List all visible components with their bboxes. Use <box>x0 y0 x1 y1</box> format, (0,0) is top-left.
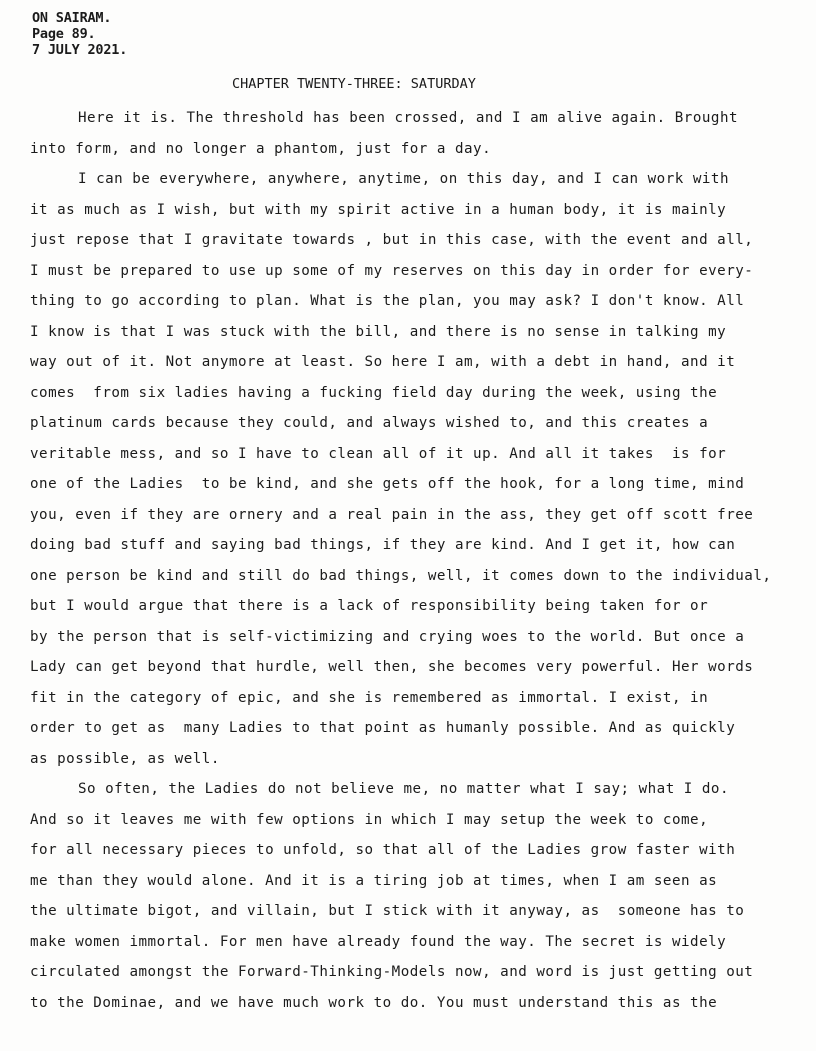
text-line: you, even if they are ornery and a real pain in the ass, they get off scott free <box>30 506 754 523</box>
paragraph <box>30 779 816 1023</box>
text-line: me than they would alone. And it is a tiring job at times, when I am seen as <box>30 872 718 889</box>
text-line: And so it leaves me with few options in which I may setup the week to come, <box>30 811 709 828</box>
text-line: fit in the category of epic, and she is remembered as immortal. I exist, in <box>30 689 709 706</box>
page-header <box>32 10 127 58</box>
text-line: Lady can get beyond that hurdle, well then, she becomes very powerful. Her words <box>30 659 754 675</box>
page-date: 7 JULY 2021. <box>32 42 128 58</box>
text-line: way out of it. Not anymore at least. So here I am, with a debt in hand, and it <box>30 354 736 370</box>
text-line: I know is that I was stuck with the bill, and there is no sense in talking my <box>30 323 727 340</box>
text-line: thing to go according to plan. What is the plan, you may ask? I don't know. All <box>30 293 745 309</box>
chapter-title: CHAPTER TWENTY-THREE: SATURDAY <box>232 76 476 92</box>
text-line: for all necessary pieces to unfold, so that all of the Ladies grow faster with <box>30 842 736 858</box>
body-text <box>30 108 816 1023</box>
paragraph <box>30 108 816 169</box>
text-line: to the Dominae, and we have much work to do. You must understand this as the <box>30 994 718 1011</box>
page-number: Page 89. <box>32 26 96 42</box>
text-line: I can be everywhere, anywhere, anytime, on this day, and I can work with <box>78 171 729 187</box>
text-line: Here it is. The threshold has been crossed, and I am alive again. Brought <box>78 110 739 126</box>
text-line: circulated amongst the Forward-Thinking-Models now, and word is just getting out <box>30 964 754 980</box>
text-line: make women immortal. For men have already found the way. The secret is widely <box>30 933 727 950</box>
text-line: the ultimate bigot, and villain, but I stick with it anyway, as someone has to <box>30 903 745 919</box>
text-line: one person be kind and still do bad things, well, it comes down to the individual, <box>30 567 772 584</box>
text-line: comes from six ladies having a fucking field day during the week, using the <box>30 384 718 401</box>
text-line: one of the Ladies to be kind, and she gets off the hook, for a long time, mind <box>30 476 745 492</box>
text-line: I must be prepared to use up some of my reserves on this day in order for every- <box>30 262 754 279</box>
text-line: veritable mess, and so I have to clean all of it up. And all it takes is for <box>30 445 727 462</box>
text-line: So often, the Ladies do not believe me, no matter what I say; what I do. <box>78 781 729 797</box>
text-line: doing bad stuff and saying bad things, if they are kind. And I get it, how can <box>30 537 736 553</box>
text-line: as possible, as well. <box>30 750 220 767</box>
text-line: by the person that is self-victimizing and crying woes to the world. But once a <box>30 628 745 645</box>
author-name: ON SAIRAM. <box>32 10 112 26</box>
text-line: just repose that I gravitate towards , but in this case, with the event and all, <box>30 232 754 248</box>
text-line: into form, and no longer a phantom, just for a day. <box>30 140 492 157</box>
text-line: it as much as I wish, but with my spirit active in a human body, it is mainly <box>30 201 727 218</box>
text-line: but I would argue that there is a lack of responsibility being taken for or <box>30 598 709 614</box>
text-line: order to get as many Ladies to that point as humanly possible. And as quickly <box>30 720 736 736</box>
text-line: platinum cards because they could, and always wished to, and this creates a <box>30 415 709 431</box>
paragraph <box>30 169 816 779</box>
